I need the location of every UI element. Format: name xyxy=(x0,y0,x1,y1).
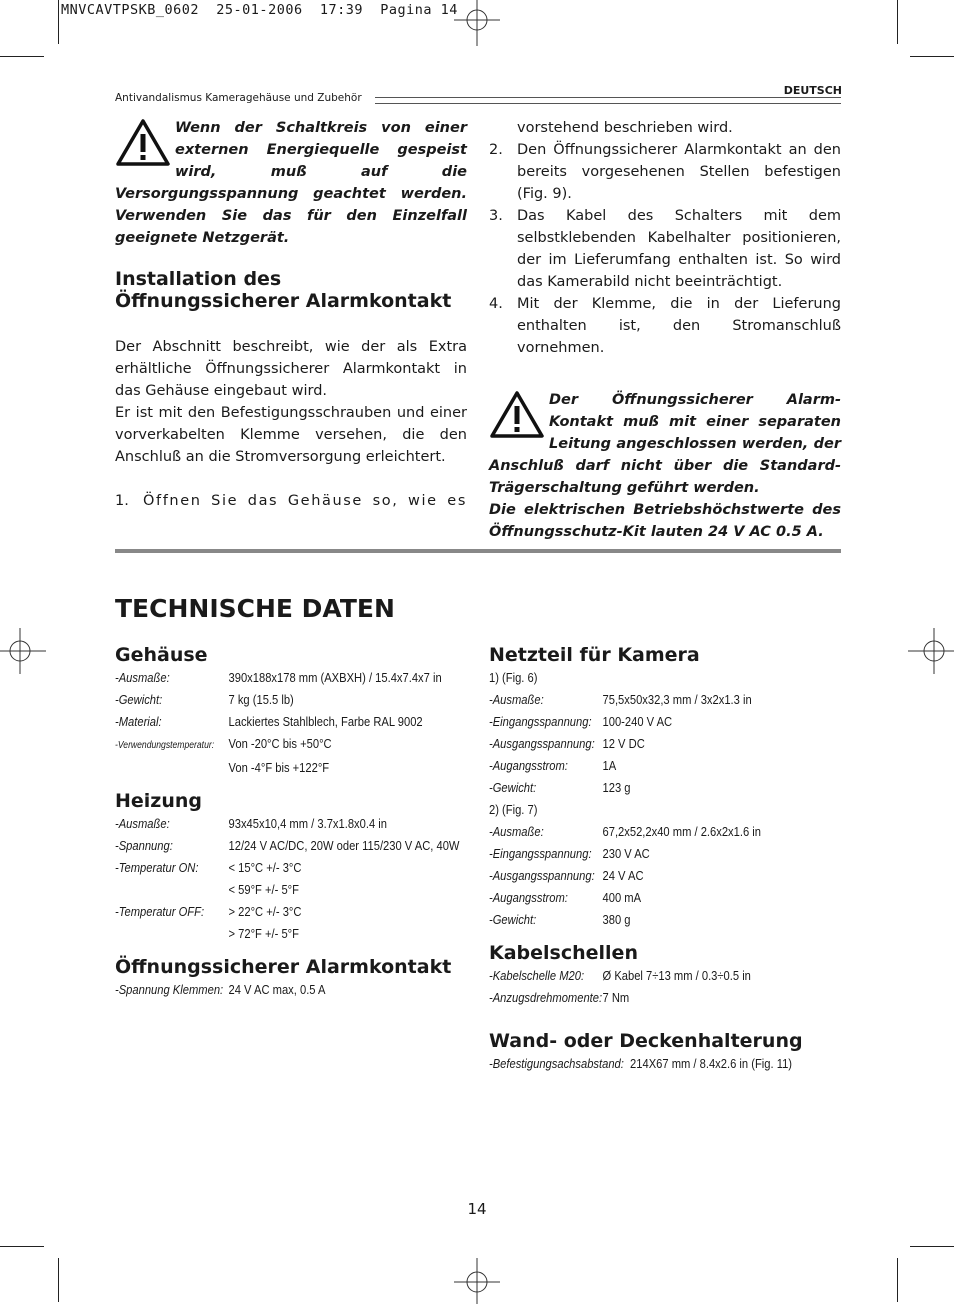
spec-table-kabel xyxy=(489,965,792,1009)
crop-mark xyxy=(58,0,59,44)
spec-key: -Befestigungsachsabstand: xyxy=(489,1056,624,1071)
warning-block xyxy=(489,389,841,499)
step-text: Mit der Klemme, die in der Lieferung enthalten ist, den Stromanschluß vornehmen. xyxy=(517,296,841,356)
spec-key: -Ausmaße: xyxy=(115,670,170,685)
spec-value: 7 kg (15.5 lb) xyxy=(228,692,294,707)
crop-mark xyxy=(910,1246,954,1247)
registration-mark-icon xyxy=(454,1258,500,1304)
spec-value: 123 g xyxy=(602,780,631,795)
step-item xyxy=(489,293,841,359)
warning-triangle-icon xyxy=(489,389,545,439)
spec-row xyxy=(489,987,792,1009)
spec-row xyxy=(489,755,792,777)
warning-text: Wenn der Schaltkreis von einer externen Energiequelle gespeist wird, muß auf die Versorgungsspannung geachtet werden. Verwenden Sie das für den Einzelfall geeignete Netzgerät. xyxy=(115,120,467,246)
spec-key: -Verwendungstemperatur: xyxy=(115,740,215,751)
spec-heading: Wand- oder Deckenhalterung xyxy=(489,1030,803,1052)
spec-key: -Spannung Klemmen: xyxy=(115,982,224,997)
header-language: DEUTSCH xyxy=(780,84,842,97)
spec-row xyxy=(489,865,792,887)
spec-value: < 15°C +/- 3°C xyxy=(228,860,302,875)
spec-row xyxy=(115,979,425,1001)
spec-value: 67,2x52,2x40 mm / 2.6x2x1.6 in xyxy=(602,824,762,839)
spec-value: 24 V AC xyxy=(602,868,644,883)
section-title: Installation des Öffnungssicherer Alarmkontakt xyxy=(115,268,452,312)
step-number: 2. xyxy=(489,142,503,158)
step-number: 1. xyxy=(115,493,129,509)
spec-heading: Heizung xyxy=(115,790,203,812)
spec-key: -Temperatur ON: xyxy=(115,860,199,875)
step-text: Den Öffnungssicherer Alarmkontakt an den bereits vorgesehenen Stellen befestigen (Fig. 9). xyxy=(517,142,841,202)
spec-row xyxy=(115,813,425,835)
spec-value: 12/24 V AC/DC, 20W oder 115/230 V AC, 40W xyxy=(228,838,460,853)
step-number: 3. xyxy=(489,208,503,224)
spec-heading: Netzteil für Kamera xyxy=(489,644,700,666)
spec-row xyxy=(489,887,792,909)
crop-mark xyxy=(0,56,44,57)
header-rule xyxy=(375,97,841,104)
spec-row xyxy=(115,857,425,879)
spec-key: -Gewicht: xyxy=(489,912,537,927)
tech-data-title: TECHNISCHE DATEN xyxy=(115,594,395,623)
spec-row xyxy=(489,821,792,843)
spec-row xyxy=(115,711,425,733)
spec-value: 390x188x178 mm (AXBXH) / 15.4x7.4x7 in xyxy=(228,670,442,685)
crop-mark xyxy=(897,1258,898,1302)
step-item xyxy=(489,205,841,293)
spec-value: 75,5x50x32,3 mm / 3x2x1.3 in xyxy=(602,692,752,707)
step-item xyxy=(489,139,841,205)
spec-value: Von -4°F bis +122°F xyxy=(228,760,330,775)
paragraph: Der Abschnitt beschreibt, wie der als Extra erhältliche Öffnungssicherer Alarmkontakt in das Gehäuse eingebaut wird. xyxy=(115,339,467,399)
steps-list xyxy=(489,139,841,359)
spec-row xyxy=(489,711,792,733)
page-number: 14 xyxy=(467,1200,487,1218)
spec-key: -Spannung: xyxy=(115,838,173,853)
step-item xyxy=(115,490,467,512)
spec-value: > 22°C +/- 3°C xyxy=(228,904,302,919)
spec-key: -Kabelschelle M20: xyxy=(489,968,585,983)
crop-mark xyxy=(0,1246,44,1247)
spec-key: -Eingangsspannung: xyxy=(489,846,592,861)
spec-table-alarm xyxy=(115,979,425,1001)
step-text: Öffnen Sie das Gehäuse so, wie es xyxy=(143,493,467,509)
crop-mark xyxy=(910,56,954,57)
spec-key: -Material: xyxy=(115,714,162,729)
spec-row xyxy=(115,689,425,711)
spec-heading: Öffnungssicherer Alarmkontakt xyxy=(115,956,452,978)
spec-row xyxy=(489,1053,792,1075)
spec-table-heizung xyxy=(115,813,460,945)
spec-key: -Temperatur OFF: xyxy=(115,904,205,919)
spec-row xyxy=(115,733,425,757)
spec-value: 380 g xyxy=(602,912,631,927)
crop-mark xyxy=(58,1258,59,1302)
spec-value: Von -20°C bis +50°C xyxy=(228,736,332,751)
spec-key: -Ausgangsspannung: xyxy=(489,736,595,751)
spec-value: < 59°F +/- 5°F xyxy=(228,882,299,897)
spec-value: 214X67 mm / 8.4x2.6 in (Fig. 11) xyxy=(630,1056,793,1071)
registration-mark-icon xyxy=(0,628,46,674)
right-column xyxy=(489,117,841,543)
spec-key: 2) (Fig. 7) xyxy=(489,802,538,817)
header-title: Antivandalismus Kameragehäuse und Zubehör xyxy=(115,92,362,104)
spec-key: -Anzugsdrehmomente: xyxy=(489,990,603,1005)
spec-value: 230 V AC xyxy=(602,846,650,861)
section-divider xyxy=(115,549,841,553)
spec-key: -Eingangsspannung: xyxy=(489,714,592,729)
spec-key: -Ausmaße: xyxy=(115,816,170,831)
spec-value: 1A xyxy=(602,758,617,773)
spec-key: -Ausmaße: xyxy=(489,824,544,839)
spec-row xyxy=(489,733,792,755)
spec-row xyxy=(489,909,792,931)
warning-triangle-icon xyxy=(115,117,171,167)
spec-table-gehaeuse xyxy=(115,667,442,779)
spec-row xyxy=(115,923,425,945)
spec-row xyxy=(489,965,792,987)
spec-key: -Gewicht: xyxy=(489,780,537,795)
spec-value: 12 V DC xyxy=(602,736,645,751)
spec-key: -Gewicht: xyxy=(115,692,163,707)
spec-value: 24 V AC max, 0.5 A xyxy=(228,982,326,997)
left-column xyxy=(115,117,467,512)
spec-key: -Ausmaße: xyxy=(489,692,544,707)
spec-value: Ø Kabel 7÷13 mm / 0.3÷0.5 in xyxy=(602,968,751,983)
step-text: Das Kabel des Schalters mit dem selbstklebenden Kabelhalter positionieren, der im Lieferumfang enthalten ist. So wird das Kamerabild nicht beeinträchtigt. xyxy=(517,208,841,290)
step-continuation: vorstehend beschrieben wird. xyxy=(517,120,733,136)
spec-value: Lackiertes Stahlblech, Farbe RAL 9002 xyxy=(228,714,423,729)
spec-key: -Augangsstrom: xyxy=(489,758,568,773)
specs-right xyxy=(489,643,841,1075)
spec-row xyxy=(489,667,792,689)
spec-value: 100-240 V AC xyxy=(602,714,673,729)
spec-key: -Augangsstrom: xyxy=(489,890,568,905)
spec-heading: Gehäuse xyxy=(115,644,208,666)
step-number: 4. xyxy=(489,296,503,312)
spec-key: -Ausgangsspannung: xyxy=(489,868,595,883)
spec-value: > 72°F +/- 5°F xyxy=(228,926,299,941)
warning-block xyxy=(115,117,467,249)
spec-row xyxy=(489,689,792,711)
spec-row xyxy=(115,757,425,779)
spec-row xyxy=(489,843,792,865)
spec-value: 400 mA xyxy=(602,890,642,905)
spec-row xyxy=(489,799,792,821)
print-line: MNVCAVTPSKB_0602 25-01-2006 17:39 Pagina 14 xyxy=(61,2,458,18)
spec-heading: Kabelschellen xyxy=(489,942,638,964)
spec-row xyxy=(115,835,460,857)
spec-row xyxy=(115,667,442,689)
spec-row xyxy=(489,777,792,799)
spec-row xyxy=(115,901,425,923)
specs-left xyxy=(115,643,475,1001)
paragraph: Er ist mit den Befestigungsschrauben und einer vorverkabelten Klemme versehen, die den Anschluß an die Stromversorgung erleichtert. xyxy=(115,405,467,465)
spec-value: 93x45x10,4 mm / 3.7x1.8x0.4 in xyxy=(228,816,388,831)
spec-row xyxy=(115,879,425,901)
registration-mark-icon xyxy=(908,628,954,674)
spec-key: 1) (Fig. 6) xyxy=(489,670,538,685)
warning-text: Die elektrischen Betriebshöchstwerte des Öffnungsschutz-Kit lauten 24 V AC 0.5 A. xyxy=(489,502,841,540)
registration-mark-icon xyxy=(454,0,500,46)
spec-table-netzteil xyxy=(489,667,792,931)
spec-table-wand xyxy=(489,1053,792,1075)
warning-text: Der Öffnungssicherer Alarm-Kontakt muß mit einer separaten Leitung angeschlossen werden, der Anschluß darf nicht über die Standard-Trägerschaltung geführt werden. xyxy=(489,392,841,496)
spec-value: 7 Nm xyxy=(602,990,630,1005)
crop-mark xyxy=(897,0,898,44)
